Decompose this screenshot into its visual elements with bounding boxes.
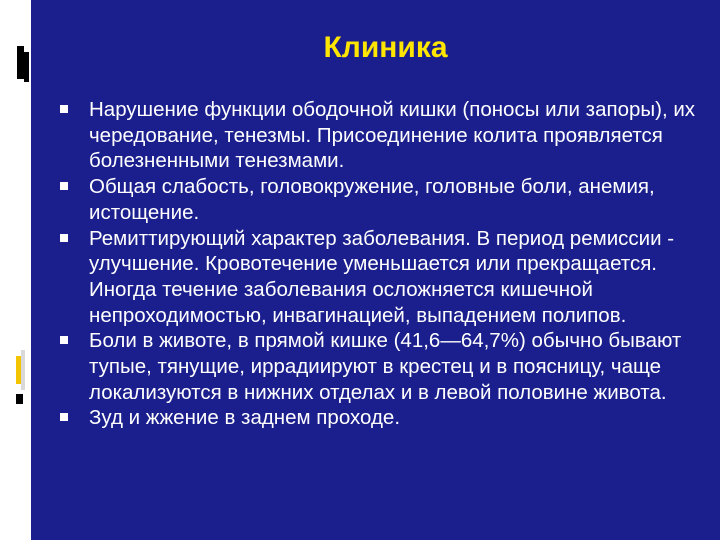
square-bullet-icon — [60, 234, 68, 242]
bullet-text: Ремиттирующий характер заболевания. В период ремиссии - улучшение. Кровотечение уменьшается или прекращается. Иногда течение заболевания осложняется кишечной непроходимостью, инвагинацией, выпадением полипов. — [89, 226, 675, 327]
square-bullet-icon — [60, 336, 68, 344]
bullet-item — [60, 97, 710, 174]
bullet-text: Общая слабость, головокружение, головные боли, анемия, истощение. — [89, 175, 655, 224]
bullet-item — [60, 328, 710, 405]
slide-title: Клиника — [323, 31, 448, 64]
bullet-list — [60, 97, 710, 431]
square-bullet-icon — [60, 105, 68, 113]
bullet-text: Нарушение функции ободочной кишки (поносы или запоры), их чередование, тенезмы. Присоединение колита проявляется болезненными тенезмами. — [89, 98, 696, 173]
square-bullet-icon — [60, 413, 68, 421]
decorative-bar — [16, 394, 23, 404]
bullet-text: Боли в животе, в прямой кишке (41,6—64,7%) обычно бывают тупые, тянущие, иррадиируют в крестец и в поясницу, чаще локализуются в нижних отделах и в левой половине живота. — [89, 329, 682, 404]
decorative-bar — [17, 46, 24, 79]
decorative-bar — [24, 52, 29, 82]
decorative-bar — [21, 350, 25, 390]
square-bullet-icon — [60, 182, 68, 190]
bullet-text: Зуд и жжение в заднем проходе. — [89, 406, 401, 430]
bullet-item — [60, 174, 710, 225]
bullet-item — [60, 405, 710, 431]
bullet-item — [60, 226, 710, 329]
